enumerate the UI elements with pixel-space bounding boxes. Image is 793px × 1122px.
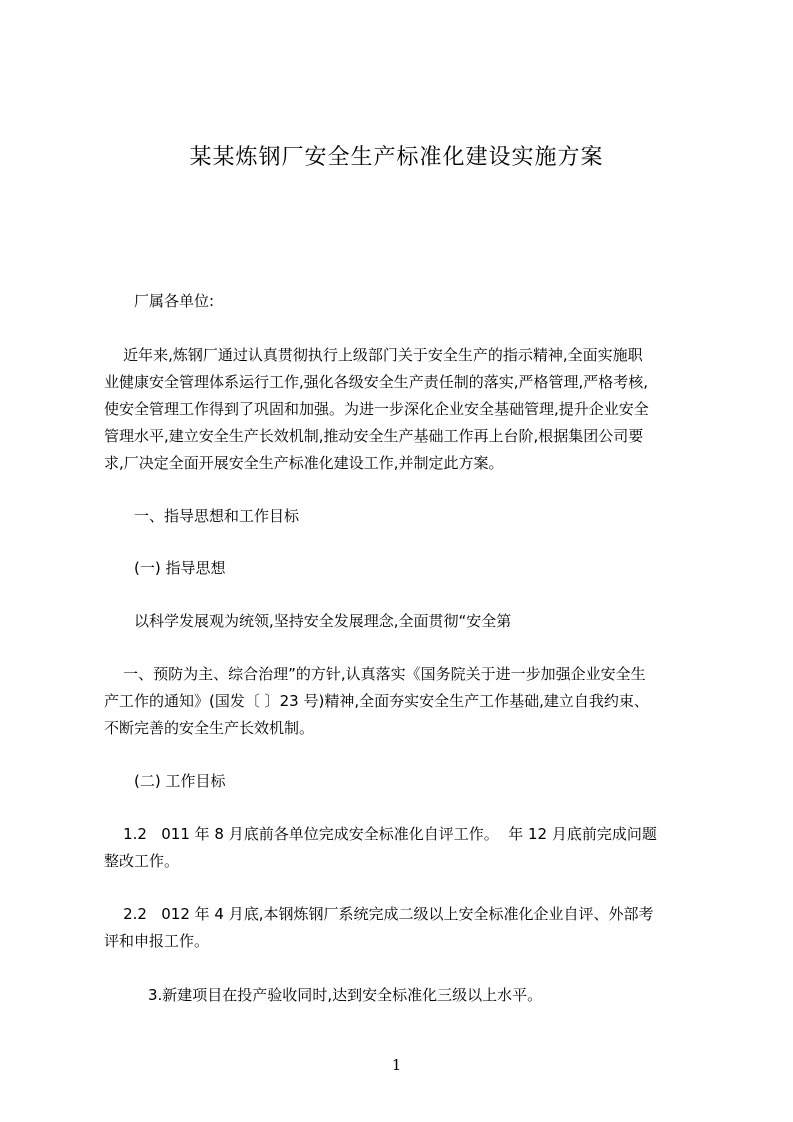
intro-line: 业健康安全管理体系运行工作,强化各级安全生产责任制的落实,严格管理,严格考核, xyxy=(104,373,649,391)
subsection-heading-guiding: (一) 指导思想 xyxy=(134,559,226,577)
goal-line: 2.2 012 年 4 月底,本钢炼钢厂系统完成二级以上安全标准化企业自评、外部考 xyxy=(104,905,654,923)
goal-line: 整改工作。 xyxy=(104,852,180,870)
salutation: 厂属各单位: xyxy=(134,292,215,310)
guiding-cont-line: 一、预防为主、综合治理”的方针,认真落实《国务院关于进一步加强企业安全生 xyxy=(104,665,646,683)
goal-item-3: 3.新建项目在投产验收同时,达到安全标准化三级以上水平。 xyxy=(148,986,543,1004)
guiding-line: 以科学发展观为统领,坚持安全发展理念,全面贯彻“安全第 xyxy=(134,612,512,630)
goal-line: 评和申报工作。 xyxy=(104,932,210,950)
subsection-heading-goals: (二) 工作目标 xyxy=(134,772,226,790)
intro-line: 管理水平,建立安全生产长效机制,推动安全生产基础工作再上台阶,根据集团公司要 xyxy=(104,427,644,445)
guiding-cont-line: 产工作的通知》(国发〔 〕23 号)精神,全面夯实安全生产工作基础,建立自我约束、 xyxy=(104,692,649,710)
section-heading-1: 一、指导思想和工作目标 xyxy=(134,507,300,525)
intro-line: 求,厂决定全面开展安全生产标准化建设工作,并制定此方案。 xyxy=(104,454,504,472)
intro-line: 近年来,炼钢厂通过认真贯彻执行上级部门关于安全生产的指示精神,全面实施职 xyxy=(104,346,643,364)
intro-line: 使安全管理工作得到了巩固和加强。为进一步深化企业安全基础管理,提升企业安全 xyxy=(104,400,649,418)
page-number: 1 xyxy=(391,1056,402,1074)
guiding-cont-line: 不断完善的安全生产长效机制。 xyxy=(104,719,315,737)
goal-line: 1.2 011 年 8 月底前各单位完成安全标准化自评工作。 年 12 月底前完成问题 xyxy=(104,825,657,843)
document-title: 某某炼钢厂安全生产标准化建设实施方案 xyxy=(189,145,604,170)
